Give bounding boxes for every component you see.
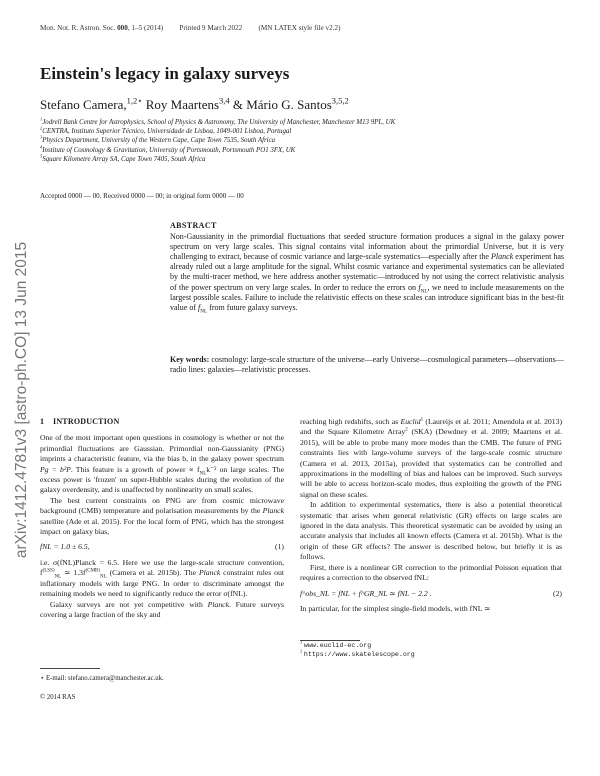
footnote-item — [300, 641, 562, 650]
abstract-fnl: f — [198, 302, 201, 312]
text-run: . Future surveys covering a large fraction of the sky and — [40, 599, 285, 619]
author-camera: Stefano Camera, — [40, 97, 127, 112]
italic-term: Planck — [198, 568, 221, 578]
abstract-text: experiment has already ruled out a large amplitude for the signal. Whilst cosmic variance and experimental systematics can be alleviated by the multi-tracer method, we here address another systematic—introduced by not using the correct relativistic analysis of the power spectrum on very large scales. In order to reduce the errors on — [170, 252, 565, 292]
text-run: (Camera et al. 2015b). The — [106, 568, 199, 578]
footnote-marker: 1 — [420, 417, 424, 423]
running-header — [40, 24, 340, 32]
text-run: constraint rules out inflationary models with large PNG. In order to discriminate amongst the remaining models we need to significantly reduce the error σ(fNL). — [40, 568, 284, 599]
paragraph — [40, 600, 284, 621]
abstract-text: , we need to include measurements on the largest possible scales. Failure to include the relativistic effects on these scales can introduce significant bias in the best-fit value of — [170, 282, 564, 312]
affiliation-number: 2 — [40, 125, 43, 131]
footnote-number: 1 — [300, 639, 303, 645]
affiliation-text: Jodrell Bank Centre for Astrophysics, School of Physics & Astronomy, The University of Manchester, Manchester M13 9PL, UK — [42, 119, 396, 126]
copyright: © 2014 RAS — [40, 694, 76, 701]
abstract-text: Non-Gaussianity in the primordial fluctuations that seeded structure formation produces a signal in the galaxy power spectrum on very large scales. This signal contains vital information about the primordial Universe, but it is very challenging to extract, because of cosmic variance and large-scale systematics—especially after the — [170, 232, 564, 262]
math-subscript: NL — [54, 574, 62, 580]
affiliation-number: 4 — [40, 144, 43, 150]
abstract-heading: ABSTRACT — [170, 221, 217, 230]
paragraph: In particular, for the simplest single-field models, with fNL ≃ — [300, 603, 491, 613]
affiliation-number: 1 — [40, 116, 43, 122]
footnotes-right — [300, 640, 562, 659]
section-heading — [40, 417, 284, 427]
equation-body: fNL = 1.0 ± 6.5, — [40, 542, 90, 552]
affiliation-item — [40, 118, 395, 127]
math-superscript: (CMB) — [85, 568, 101, 574]
journal-pages: , 1–5 (2014) — [127, 24, 164, 32]
math-subscript: NL — [100, 574, 107, 580]
journal-volume: 000 — [117, 24, 128, 32]
arxiv-stamp — [3, 180, 41, 620]
equation-number: (2) — [553, 588, 562, 598]
equation-2 — [300, 589, 562, 599]
left-column — [40, 417, 284, 620]
abstract-planck: Planck — [491, 252, 514, 262]
affiliation-text: CENTRA, Instituto Superior Técnico, Universidade de Lisboa, 1049-001 Lisboa, Portugal — [42, 128, 292, 136]
italic-term: Planck — [207, 599, 229, 609]
paragraph — [300, 417, 562, 500]
affiliation-item — [40, 136, 395, 145]
right-column — [300, 417, 562, 614]
affiliation-number: 5 — [40, 153, 43, 159]
equation-body: f^obs_NL = fNL + f^GR_NL ≃ fNL − 2.2 . — [300, 588, 432, 598]
abstract-fnl: f — [418, 282, 421, 292]
keywords — [170, 355, 564, 375]
text-run: ≃ 1.3f — [61, 568, 86, 578]
footnote-link[interactable]: https://www.skatelescope.org — [303, 651, 415, 658]
footnote-marker: 2 — [405, 427, 408, 433]
affiliation-text: Square Kilometre Array SA, Cape Town 7405, South Africa — [42, 155, 206, 163]
journal-name: Mon. Not. R. Astron. Soc. — [40, 24, 116, 32]
affiliation-text: Physics Department, University of the Western Cape, Cape Town 7535, South Africa — [42, 137, 276, 145]
abstract-fnl-sub: NL — [420, 288, 428, 295]
text-run: The best current constraints on PNG are from cosmic microwave background (CMB) temperature and polarisation measurements by the — [40, 495, 284, 516]
keywords-label: Key words: — [170, 355, 210, 364]
footnote-item — [300, 650, 562, 659]
abstract — [170, 221, 564, 313]
math-superscript: (LSS) — [42, 568, 55, 574]
paragraph: In addition to experimental systematics, there is also a potential theoretical systematic that arises when general relativistic (GR) effects on large scales are ignored in the data analysis. This theoretical systematic can be avoided by using an accurate analysis that includes all known effects (Camera et al. 2015b). What is the origin of these GR effects? The answer is described below, but briefly it is as follows. — [300, 500, 562, 562]
equation-1 — [40, 542, 284, 552]
author-maartens-affil: 3,4 — [219, 95, 230, 106]
text-run: Galaxy surveys are not yet competitive with — [50, 599, 208, 609]
affiliation-number: 3 — [40, 135, 43, 141]
abstract-text: from future galaxy surveys. — [207, 302, 298, 312]
paragraph — [40, 496, 284, 538]
footnote-number: 2 — [300, 648, 303, 654]
author-maartens: Roy Maartens — [142, 97, 220, 112]
affiliation-text: Institute of Cosmology & Gravitation, University of Portsmouth, Portsmouth PO1 3FX, UK — [42, 146, 296, 154]
text-run: . This feature is a growth of power ∝ f — [70, 464, 200, 474]
equation-number: (1) — [275, 542, 284, 552]
footnote-link[interactable]: www.euclid-ec.org — [303, 642, 372, 649]
italic-term: Planck — [262, 506, 284, 516]
italic-term: Euclid — [400, 417, 421, 426]
keywords-text: cosmology: large-scale structure of the universe—early Universe—cosmological parameters—observations—radio lines: galaxies—relativistic processes. — [170, 355, 564, 375]
abstract-fnl-sub: NL — [200, 308, 208, 315]
text-run: reaching high redshifts, such as — [300, 417, 401, 426]
author-santos: & Mário G. Santos — [229, 97, 332, 112]
footnote-email: ⋆ E-mail: stefano.camera@manchester.ac.uk. — [40, 675, 164, 682]
author-camera-affil: 1,2⋆ — [126, 95, 143, 106]
author-list — [40, 97, 349, 113]
inline-math: Pg = b²P — [40, 464, 71, 474]
text-run: i.e. σ(fNL)Planck = 6.5. Here we use the large-scale structure convention, f — [40, 557, 284, 578]
text-run: One of the most important open questions in cosmology is whether or not the primordial fluctuations are Gaussian. Primordial non-Gaussianity (PNG) imprints a characteristic feature, via the bias b, in the galaxy power spectrum — [40, 433, 284, 464]
style-file: (MN LATEX style file v2.2) — [258, 24, 341, 32]
section-title: INTRODUCTION — [53, 417, 120, 426]
text-run: (Laureijs et al. 2011; Amendola et al. 2013) and the Square Kilometre Array — [300, 417, 562, 437]
footnote-rule — [40, 668, 100, 669]
section-number: 1 — [40, 417, 45, 426]
affiliation-item — [40, 146, 395, 155]
math-subscript: NL — [199, 471, 207, 477]
accepted-dates: Accepted 0000 — 00. Received 0000 — 00; in original form 0000 — 00 — [40, 192, 244, 200]
affiliation-item — [40, 127, 395, 136]
paragraph: First, there is a nonlinear GR correction to the primordial Poisson equation that requires a correction to the observed fNL: — [300, 562, 562, 583]
paragraph — [40, 558, 284, 600]
text-run: (SKA) (Dewdney et al. 2009; Maartens et al. 2015), will be able to probe many more modes than the CMB. The future of PNG constraints lies with large-volume surveys of the large-scale cosmic structure (Camera et al. 2013, 2015a), provided that systematics can be controlled and approximations in the modelling of bias and haloes can be improved. Such surveys will be able to access horizon-scale modes, thus exploiting the growth of the PNG signal on these scales. — [300, 427, 562, 499]
arxiv-id: arXiv:1412.4781v3 [astro-ph.CO] 13 Jun 2015 — [13, 241, 30, 559]
text-run: satellite (Ade et al. 2015). For the local form of PNG, which has the strongest impact on galaxy bias, — [40, 516, 284, 537]
paper-title: Einstein's legacy in galaxy surveys — [40, 64, 290, 83]
paragraph — [40, 433, 284, 495]
affiliation-item — [40, 155, 395, 164]
text-run: k⁻² on large scales. The excess power is 'frozen' on super-Hubble scales during the evolution of the galaxy overdensity, and is unaffected by nonlinearity on small scales. — [40, 464, 285, 495]
author-santos-affil: 3,5,2 — [331, 95, 349, 106]
affiliation-list — [40, 118, 395, 164]
print-date: Printed 9 March 2022 — [179, 24, 243, 32]
